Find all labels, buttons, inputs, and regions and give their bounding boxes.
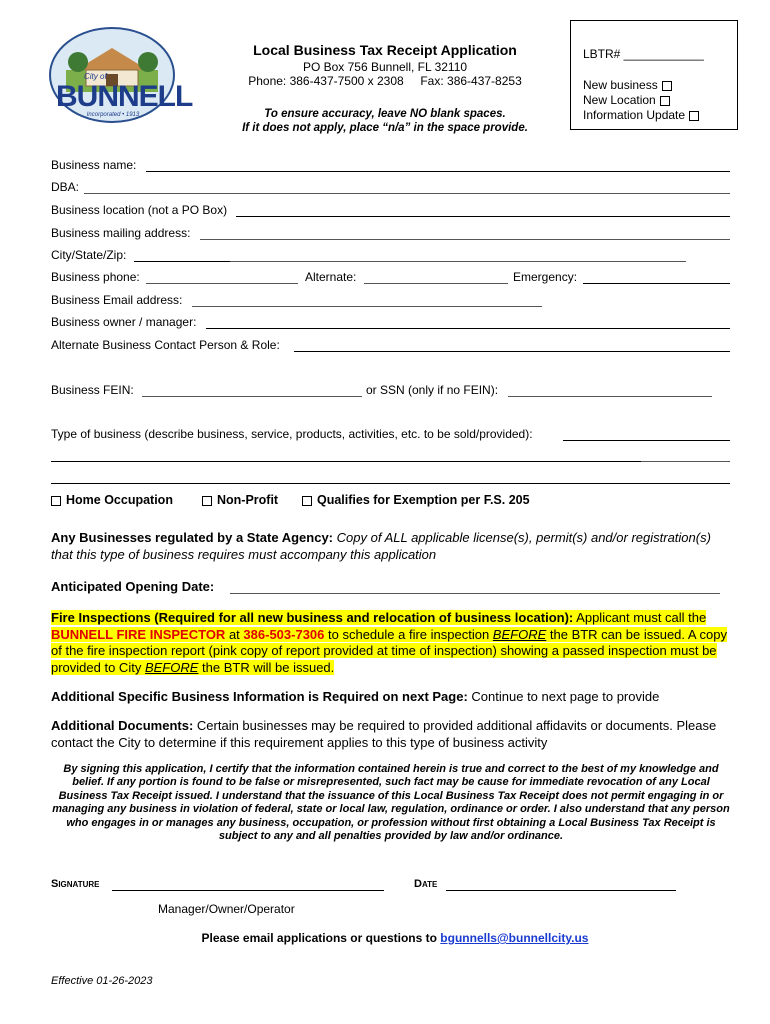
fire-text-5: the BTR will be issued. <box>202 659 335 675</box>
input-email[interactable] <box>192 306 542 307</box>
label-dba: DBA: <box>51 180 80 194</box>
additional-info-heading: Additional Specific Business Information is Required on next Page: <box>51 689 468 704</box>
address-line: PO Box 756 Bunnell, FL 32110 <box>302 60 468 74</box>
signature-label: Signature <box>51 878 100 890</box>
logo-tagline: Incorporated • 1913 <box>86 112 140 118</box>
fire-before-2: BEFORE <box>144 659 199 675</box>
additional-docs-text: Certain businesses may be required to provided additional affidavits or documents. Please contact the City to determine if this requirement applies to this type of business activity <box>51 718 717 750</box>
date-label: Date <box>414 878 438 890</box>
fire-text-3: to schedule a fire inspection <box>328 626 490 642</box>
contact-line <box>0 931 770 945</box>
input-fein[interactable] <box>142 396 362 397</box>
checkbox[interactable] <box>51 496 61 506</box>
input-business-type-line-2[interactable] <box>51 461 641 462</box>
additional-docs-paragraph <box>51 718 731 751</box>
fire-inspector: BUNNELL FIRE INSPECTOR <box>51 626 226 642</box>
label-fein: Business FEIN: <box>51 383 134 397</box>
input-alternate[interactable] <box>364 283 508 284</box>
option-new-business[interactable]: New business <box>583 78 672 92</box>
fire-text-2: at <box>228 626 240 642</box>
option-new-location[interactable]: New Location <box>583 93 670 107</box>
label-location: Business location (not a PO Box) <box>51 203 228 217</box>
label-mailing: Business mailing address: <box>51 226 191 240</box>
contact-text: Please email applications or questions to <box>201 931 437 945</box>
label-business-type: Type of business (describe business, service, products, activities, etc. to be sold/provided): <box>51 427 533 441</box>
date-field[interactable] <box>446 890 676 891</box>
city-logo <box>48 26 193 124</box>
effective-date: Effective 01-26-2023 <box>51 975 153 987</box>
opening-date-label: Anticipated Opening Date: <box>51 579 215 594</box>
checkbox[interactable] <box>202 496 212 506</box>
checkbox[interactable] <box>662 81 672 91</box>
state-agency-heading: Any Businesses regulated by a State Agency: <box>51 530 334 545</box>
option-home-occupation[interactable]: Home Occupation <box>51 493 173 507</box>
additional-info-paragraph <box>51 689 731 706</box>
label-phone: Business phone: <box>51 270 140 284</box>
email-link[interactable]: bgunnells@bunnellcity.us <box>440 931 589 945</box>
state-agency-text: Copy of ALL applicable license(s), permit(s) and/or registration(s) that this type of business requires must accompany this application <box>51 530 711 562</box>
label-emergency: Emergency: <box>513 270 578 284</box>
checkbox[interactable] <box>689 111 699 121</box>
input-owner[interactable] <box>206 328 730 329</box>
input-alt-contact[interactable] <box>294 351 730 352</box>
fire-text-1: Applicant must call the <box>576 610 707 625</box>
office-use-box <box>570 20 738 130</box>
fire-inspection-paragraph <box>51 610 731 676</box>
checkbox[interactable] <box>302 496 312 506</box>
phone-line: Phone: 386-437-7500 x 2308 Fax: 386-437-8253 <box>248 74 522 88</box>
input-mailing[interactable] <box>200 239 730 240</box>
input-phone[interactable] <box>146 283 298 284</box>
input-opening-date[interactable] <box>230 593 720 594</box>
input-city[interactable] <box>134 261 230 262</box>
fire-phone: 386-503-7306 <box>243 626 325 642</box>
checkbox[interactable] <box>660 96 670 106</box>
label-owner: Business owner / manager: <box>51 315 197 329</box>
signer-role: Manager/Owner/Operator <box>158 902 295 916</box>
input-business-type-line-2-ext <box>641 461 730 462</box>
signature-field[interactable] <box>112 890 384 891</box>
input-ssn[interactable] <box>508 396 712 397</box>
logo-sub: City of <box>84 72 107 81</box>
option-info-update[interactable]: Information Update <box>583 108 699 122</box>
label-city: City/State/Zip: <box>51 248 127 262</box>
label-business-name: Business name: <box>51 158 137 172</box>
note-line-1: To ensure accuracy, leave NO blank spaces. <box>264 108 506 120</box>
input-location[interactable] <box>236 216 730 217</box>
fire-text-4: the BTR can be issued. A copy of the fire inspection report (pink copy of report provided at time of inspection) showing a passed inspection must be provided to City <box>51 626 727 675</box>
fire-heading: Fire Inspections (Required for all new business and relocation of business location): <box>51 610 574 625</box>
input-city-ext <box>230 261 686 262</box>
additional-docs-heading: Additional Documents: <box>51 718 194 733</box>
logo-text: BUNNELL <box>56 80 193 113</box>
state-agency-paragraph <box>51 530 731 563</box>
input-business-type-line-3[interactable] <box>51 483 730 484</box>
fire-before-1: BEFORE <box>492 626 547 642</box>
option-non-profit[interactable]: Non-Profit <box>202 493 278 507</box>
ltbr-number: LBTR# ____________ <box>583 47 704 61</box>
label-alt-contact: Alternate Business Contact Person & Role: <box>51 338 280 352</box>
option-exemption[interactable]: Qualifies for Exemption per F.S. 205 <box>302 493 530 507</box>
input-business-type[interactable] <box>563 440 730 441</box>
input-emergency[interactable] <box>583 283 730 284</box>
certification-text: By signing this application, I certify that the information contained herein is true and correct to the best of my knowledge and belief. If any portion is found to be false or misrepresented, such fact may be cause for immediate revocation of any Local Business Tax Receipt issued. I understand that the issuance of this Local Business Tax Receipt does not permit engaging in or managing any business in violation of federal, state or local law, regulation, ordinance or order. I also understand that any person who engages in or manages any business, occupation, or profession without first obtaining a Local Business Tax Receipt is subject to any and all penalties provided by law and/or ordinance. <box>52 763 730 843</box>
input-dba[interactable] <box>84 193 730 194</box>
label-alternate: Alternate: <box>305 270 357 284</box>
input-business-name[interactable] <box>146 171 730 172</box>
form-title: Local Business Tax Receipt Application <box>253 42 517 58</box>
note-line-2: If it does not apply, place “n/a” in the space provide. <box>242 122 528 134</box>
label-ssn: or SSN (only if no FEIN): <box>366 383 499 397</box>
label-email: Business Email address: <box>51 293 183 307</box>
additional-info-text: Continue to next page to provide <box>471 689 660 704</box>
